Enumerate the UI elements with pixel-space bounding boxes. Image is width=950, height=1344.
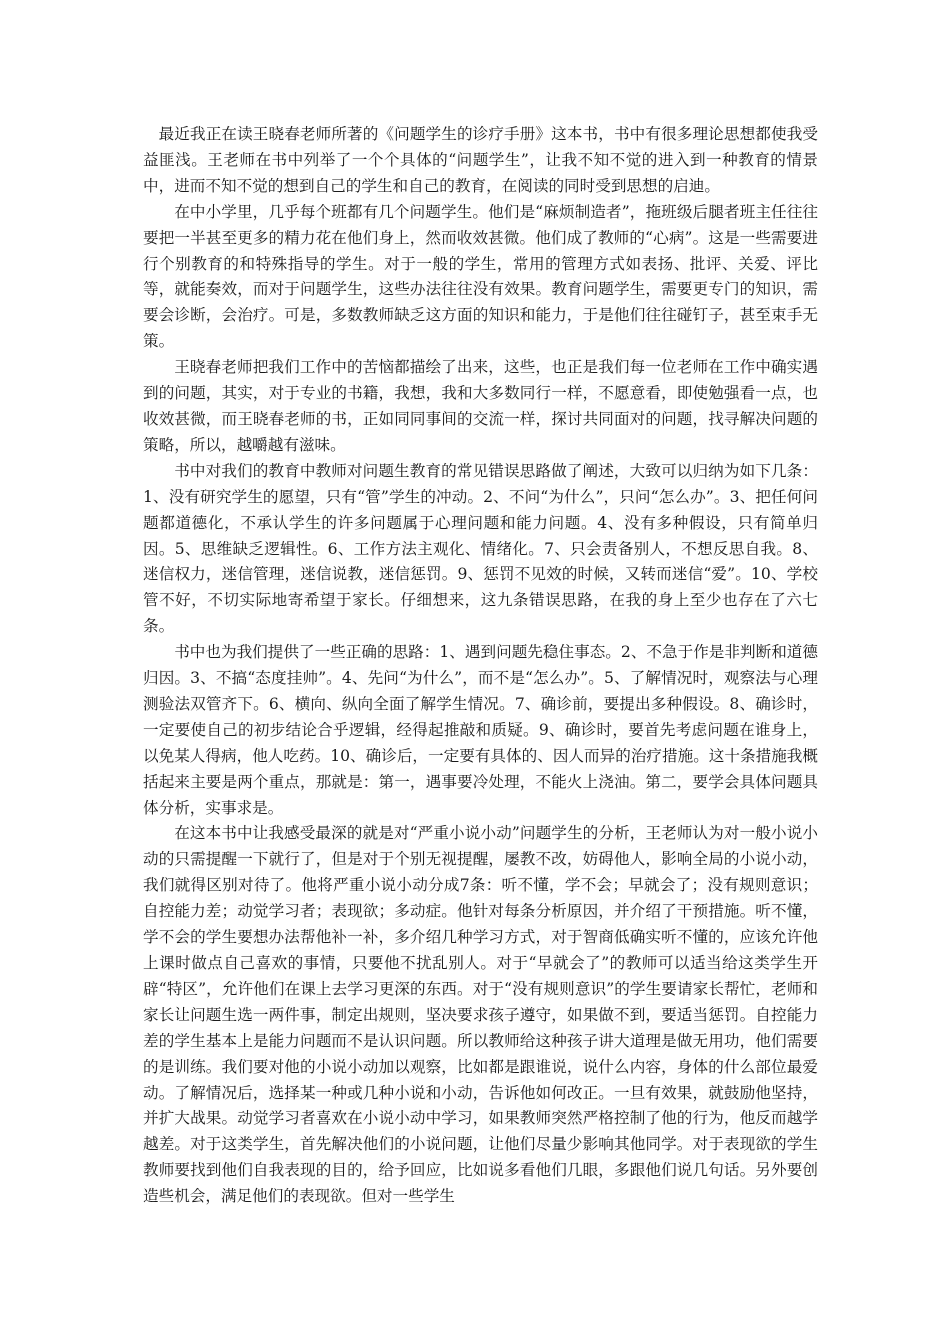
document-body — [143, 122, 818, 1210]
paragraph-intro: 最近我正在读王晓春老师所著的《问题学生的诊疗手册》这本书，书中有很多理论思想都使我受益匪浅。王老师在书中列举了一个个具体的“问题学生”，让我不知不觉的进入到一种教育的情景中，进而不知不觉的想到自己的学生和自己的教育，在阅读的同时受到思想的启迪。 — [143, 125, 818, 195]
paragraph-problem-students: 在中小学里，几乎每个班都有几个问题学生。他们是“麻烦制造者”，拖班级后腿者班主任往往要把一半甚至更多的精力花在他们身上，然而收效甚微。他们成了教师的“心病”。这是一些需要进行个别教育的和特殊指导的学生。对于一般的学生，常用的管理方式如表扬、批评、关爱、评比等，就能奏效，而对于问题学生，这些办法往往没有效果。教育问题学生，需要更专门的知识，需要会诊断，会治疗。可是，多数教师缺乏这方面的知识和能力，于是他们往往碰钉子，甚至束手无策。 — [143, 202, 818, 351]
paragraph-teacher-worries: 王晓春老师把我们工作中的苦恼都描绘了出来，这些，也正是我们每一位老师在工作中确实遇到的问题，其实，对于专业的书籍，我想，我和大多数同行一样，不愿意看，即使勉强看一点，也收效甚微，而王晓春老师的书，正如同同事间的交流一样，探讨共同面对的问题，找寻解决问题的策略，所以，越嚼越有滋味。 — [143, 358, 818, 454]
paragraph-wrong-approaches: 书中对我们的教育中教师对问题生教育的常见错误思路做了阐述，大致可以归纳为如下几条：1、没有研究学生的愿望，只有“管”学生的冲动。2、不问“为什么”，只问“怎么办”。3、把任何问题都道德化，不承认学生的许多问题属于心理问题和能力问题。4、没有多种假设，只有简单归因。5、思维缺乏逻辑性。6、工作方法主观化、情绪化。7、只会责备别人，不想反思自我。8、迷信权力，迷信管理，迷信说教，迷信惩罚。9、惩罚不见效的时候，又转而迷信“爱”。10、学校管不好，不切实际地寄希望于家长。仔细想来，这九条错误思路，在我的身上至少也存在了六七条。 — [143, 461, 818, 636]
paragraph-correct-approaches: 书中也为我们提供了一些正确的思路：1、遇到问题先稳住事态。2、不急于作是非判断和道德归因。3、不搞“态度挂帅”。4、先问“为什么”，而不是“怎么办”。5、了解情况时，观察法与心理测验法双管齐下。6、横向、纵向全面了解学生情况。7、确诊前，要提出多种假设。8、确诊时，一定要使自己的初步结论合乎逻辑，经得起推敲和质疑。9、确诊时，要首先考虑问题在谁身上，以免某人得病，他人吃药。10、确诊后，一定要有具体的、因人而异的治疗措施。这十条措施我概括起来主要是两个重点，那就是：第一，遇事要冷处理，不能火上浇油。第二，要学会具体问题具体分析，实事求是。 — [143, 643, 818, 817]
paragraph-talking-analysis: 在这本书中让我感受最深的就是对“严重小说小动”问题学生的分析，王老师认为对一般小说小动的只需提醒一下就行了，但是对于个别无视提醒，屡教不改，妨碍他人，影响全局的小说小动，我们就得区别对待了。他将严重小说小动分成7条：听不懂，学不会；早就会了；没有规则意识；自控能力差；动觉学习者；表现欲；多动症。他针对每条分析原因，并介绍了干预措施。听不懂，学不会的学生要想办法帮他补一补，多介绍几种学习方式，对于智商低确实听不懂的，应该允许他上课时做点自己喜欢的事情，只要他不扰乱别人。对于“早就会了”的教师可以适当给这类学生开辟“特区”，允许他们在课上去学习更深的东西。对于“没有规则意识”的学生要请家长帮忙，老师和家长让问题生选一两件事，制定出规则，坚决要求孩子遵守，如果做不到，要适当惩罚。自控能力差的学生基本上是能力问题而不是认识问题。所以教师给这种孩子讲大道理是做无用功，他们需要的是训练。我们要对他的小说小动加以观察，比如都是跟谁说，说什么内容，身体的什么部位最爱动。了解情况后，选择某一种或几种小说和小动，告诉他如何改正。一旦有效果，就鼓励他坚持，并扩大战果。动觉学习者喜欢在小说小动中学习，如果教师突然严格控制了他的行为，他反而越学越差。对于这类学生，首先解决他们的小说问题，让他们尽量少影响其他同学。对于表现欲的学生教师要找到他们自我表现的目的，给予回应，比如说多看他们几眼，多跟他们说几句话。另外要创造些机会，满足他们的表现欲。但对一些学生 — [143, 824, 818, 1206]
